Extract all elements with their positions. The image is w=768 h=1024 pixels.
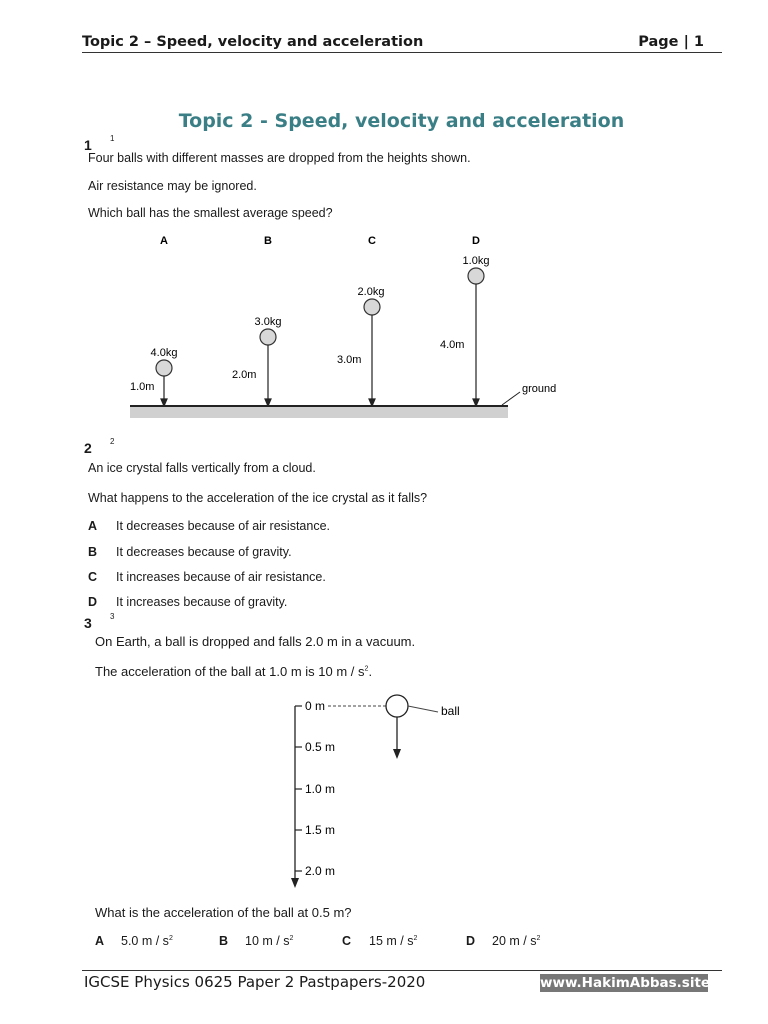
page-number: Page | 1 xyxy=(638,34,704,50)
ball-b-mass: 3.0kg xyxy=(254,316,282,328)
ball-label: ball xyxy=(441,704,460,718)
footer-website-link[interactable]: www.HakimAbbas.site xyxy=(540,975,711,991)
q1-line-1: Four balls with different masses are dropped from the heights shown. xyxy=(88,151,471,165)
q2-option-a-text: It decreases because of air resistance. xyxy=(116,519,331,533)
ball-letter-b: B xyxy=(264,235,272,247)
ball-b-height: 2.0m xyxy=(232,369,257,381)
footer-divider xyxy=(82,970,722,971)
ball-d-height: 4.0m xyxy=(440,339,465,351)
q3-question: What is the acceleration of the ball at 0.5 m? xyxy=(95,905,352,920)
q2-option-c-text: It increases because of air resistance. xyxy=(116,570,326,584)
q2-option-b-text: It decreases because of gravity. xyxy=(116,545,292,559)
falling-ball xyxy=(386,695,408,717)
footer-text: IGCSE Physics 0625 Paper 2 Pastpapers-2020 xyxy=(84,973,426,991)
ball-c-mass: 2.0kg xyxy=(357,286,385,298)
q2-option-c-letter: C xyxy=(88,570,98,584)
q1-line-3: Which ball has the smallest average speed? xyxy=(88,206,333,220)
q3-option-d-letter: D xyxy=(466,934,476,948)
q2-option-b-letter: B xyxy=(88,545,98,559)
scale-label-0-5: 0.5 m xyxy=(305,740,336,754)
scale-label-1-5: 1.5 m xyxy=(305,823,336,837)
question-2-superscript: 2 xyxy=(110,437,115,446)
ball-d-mass: 1.0kg xyxy=(462,255,490,267)
question-2-number: 2 xyxy=(84,440,92,456)
header-title: Topic 2 – Speed, velocity and acceleration xyxy=(82,34,424,50)
question-1-number: 1 xyxy=(84,137,92,153)
question-3-number: 3 xyxy=(84,615,92,631)
ball-a-height: 1.0m xyxy=(130,381,155,393)
q3-option-a-text: 5.0 m / $s^2$ xyxy=(121,934,173,948)
q3-option-d-text: 20 m / $s^2$ xyxy=(492,934,541,948)
ball-letter-c: C xyxy=(368,235,376,247)
q3-option-c-text: 15 m / $s^2$ xyxy=(369,934,418,948)
q3-option-a-letter: A xyxy=(95,934,105,948)
question-3-superscript: 3 xyxy=(110,612,115,621)
q2-option-d-text: It increases because of gravity. xyxy=(116,595,288,609)
q3-line-1: On Earth, a ball is dropped and falls 2.0 m in a vacuum. xyxy=(95,634,416,649)
scale-label-0: 0 m xyxy=(305,699,326,713)
scale-label-1-0: 1.0 m xyxy=(305,782,336,796)
q2-line-2: What happens to the acceleration of the ice crystal as it falls? xyxy=(88,491,428,505)
ball-letter-d: D xyxy=(472,235,480,247)
q2-option-d-letter: D xyxy=(88,595,98,609)
question-1-superscript: 1 xyxy=(110,134,115,143)
ball-a-mass: 4.0kg xyxy=(150,347,178,359)
q3-option-b-letter: B xyxy=(219,934,229,948)
scale-label-2-0: 2.0 m xyxy=(305,864,336,878)
ground-label: ground xyxy=(522,383,557,395)
page-title: Topic 2 - Speed, velocity and acceleration xyxy=(178,110,625,132)
q1-line-2: Air resistance may be ignored. xyxy=(88,179,257,193)
q3-option-c-letter: C xyxy=(342,934,352,948)
ball-letter-a: A xyxy=(160,235,168,247)
ball-c-height: 3.0m xyxy=(337,354,362,366)
q3-line-2: The acceleration of the ball at 1.0 m is 10 m / $s^2$. xyxy=(95,664,373,679)
q2-line-1: An ice crystal falls vertically from a cloud. xyxy=(88,461,316,475)
q2-option-a-letter: A xyxy=(88,519,98,533)
q3-option-b-text: 10 m / $s^2$ xyxy=(245,934,294,948)
